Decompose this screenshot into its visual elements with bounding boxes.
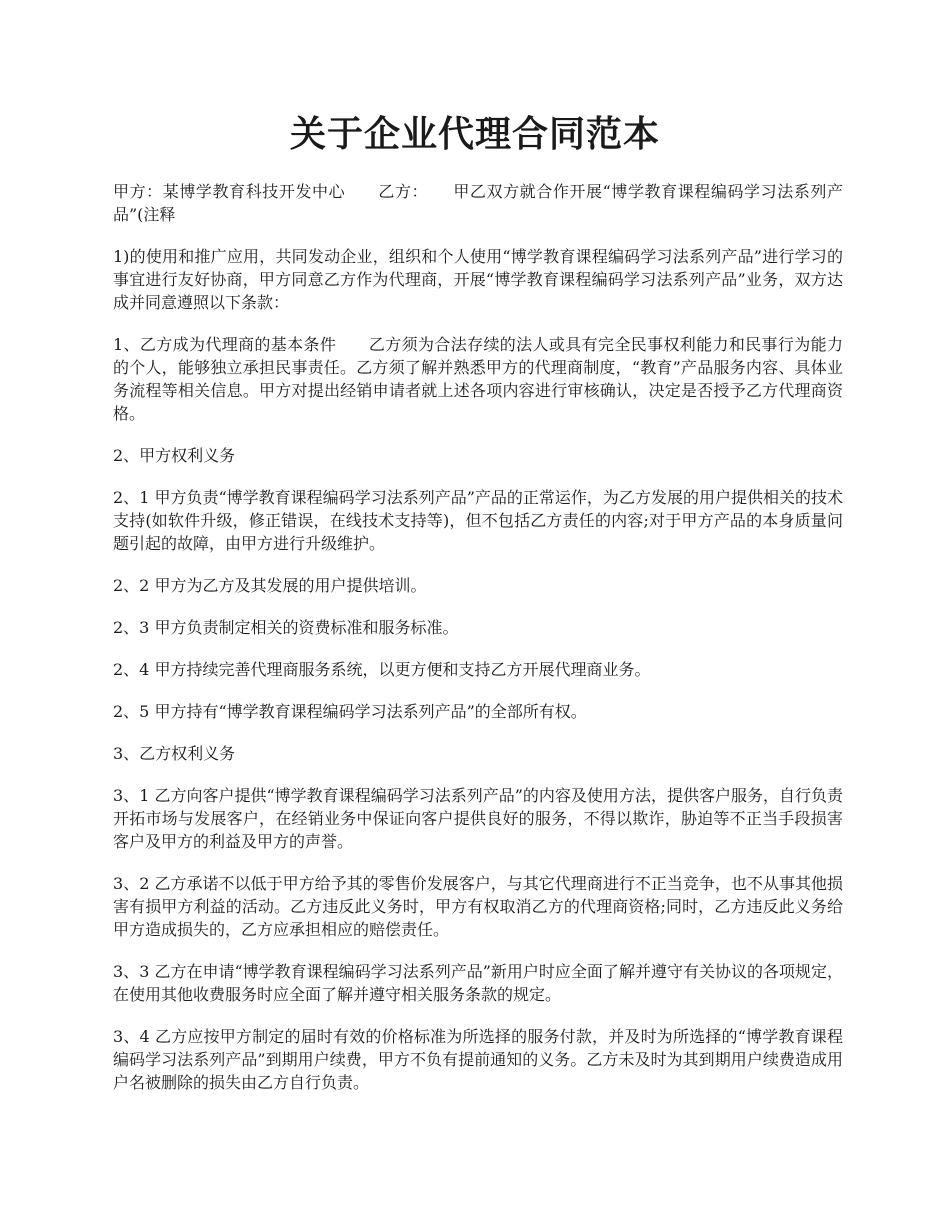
paragraph-clause-3-3: 3、3 乙方在申请“博学教育课程编码学习法系列产品”新用户时应全面了解并遵守有关协议的各项规定，在使用其他收费服务时应全面了解并遵守相关服务条款的规定。 (113, 962, 843, 1004)
paragraph-clause-3-4: 3、4 乙方应按甲方制定的届时有效的价格标准为所选择的服务付款，并及时为所选择的“博学教育课程编码学习法系列产品”到期用户续费，甲方不负有提前通知的义务。乙方未及时为其到期用户续费造成用户名被删除的损失由乙方自行负责。 (113, 1027, 843, 1092)
document-title: 关于企业代理合同范本 (289, 113, 660, 155)
paragraph-parties: 甲方：某博学教育科技开发中心 乙方： 甲乙双方就合作开展“博学教育课程编码学习法系列产品”(注释 (113, 182, 843, 224)
paragraph-clause-1: 1、乙方成为代理商的基本条件 乙方须为合法存续的法人或具有完全民事权利能力和民事行为能力的个人，能够独立承担民事责任。乙方须了解并熟悉甲方的代理商制度，“教育”产品服务内容、具体业务流程等相关信息。甲方对提出经销申请者就上述各项内容进行审核确认，决定是否授予乙方代理商资格。 (113, 335, 843, 423)
paragraph-heading-2: 2、甲方权利义务 (113, 446, 236, 465)
paragraph-heading-3: 3、乙方权利义务 (113, 744, 236, 763)
paragraph-preamble: 1)的使用和推广应用，共同发动企业，组织和个人使用“博学教育课程编码学习法系列产品”进行学习的事宜进行友好协商，甲方同意乙方作为代理商，开展“博学教育课程编码学习法系列产品”业务，双方达成并同意遵照以下条款： (113, 247, 843, 312)
paragraph-clause-2-3: 2、3 甲方负责制定相关的资费标准和服务标准。 (113, 618, 459, 637)
paragraph-clause-2-4: 2、4 甲方持续完善代理商服务系统，以更方便和支持乙方开展代理商业务。 (113, 660, 651, 679)
paragraph-clause-3-2: 3、2 乙方承诺不以低于甲方给予其的零售价发展客户，与其它代理商进行不正当竞争，也不从事其他损害有损甲方利益的活动。乙方违反此义务时，甲方有权取消乙方的代理商资格;同时，乙方违反此义务给甲方造成损失的，乙方应承担相应的赔偿责任。 (113, 874, 843, 939)
document-body (113, 180, 843, 1113)
paragraph-clause-2-2: 2、2 甲方为乙方及其发展的用户提供培训。 (113, 576, 427, 595)
paragraph-clause-2-1: 2、1 甲方负责“博学教育课程编码学习法系列产品”产品的正常运作，为乙方发展的用户提供相关的技术支持(如软件升级，修正错误，在线技术支持等)，但不包括乙方责任的内容;对于甲方产品的本身质量问题引起的故障，由甲方进行升级维护。 (113, 488, 843, 553)
paragraph-clause-2-5: 2、5 甲方持有“博学教育课程编码学习法系列产品”的全部所有权。 (113, 702, 587, 721)
paragraph-clause-3-1: 3、1 乙方向客户提供“博学教育课程编码学习法系列产品”的内容及使用方法，提供客户服务，自行负责开拓市场与发展客户，在经销业务中保证向客户提供良好的服务，不得以欺诈，胁迫等不正当手段损害客户及甲方的利益及甲方的声誉。 (113, 786, 843, 851)
